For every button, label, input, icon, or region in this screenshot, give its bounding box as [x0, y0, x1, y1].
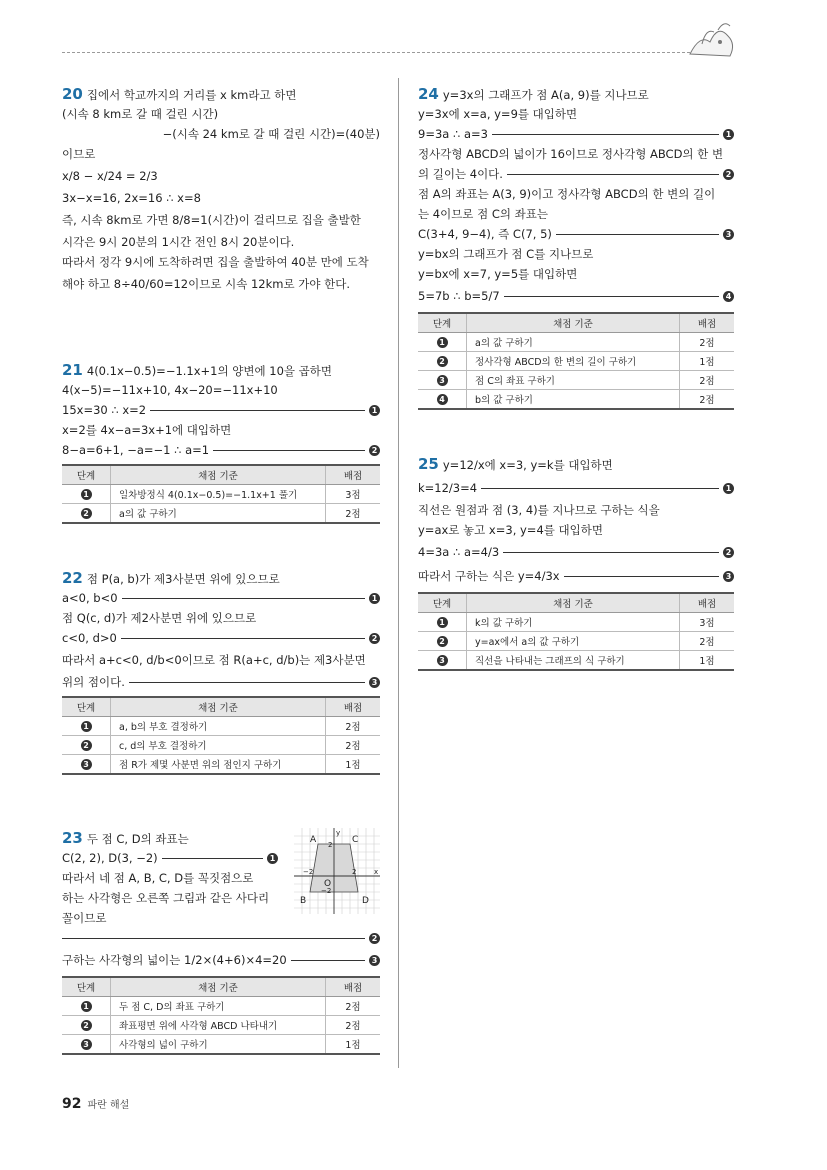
solution-line: 집에서 학교까지의 거리를 x km라고 하면 [86, 88, 297, 102]
leader-line [564, 576, 719, 577]
step-badge: 2 [81, 508, 92, 519]
solution-line: y=bx의 그래프가 점 C를 지나므로 [418, 247, 594, 261]
leader-line [129, 682, 365, 683]
solution-line: a<0, b<0 [62, 591, 118, 605]
point-d-label: D [362, 896, 369, 906]
solution-line: 따라서 정각 9시에 도착하려면 집을 출발하여 40분 만에 도착 [62, 255, 369, 269]
solution-line: 는 4이므로 점 C의 좌표는 [418, 207, 548, 221]
solution-line: 꼴이므로 [62, 911, 107, 925]
leader-line [162, 858, 263, 859]
step-badge: 1 [723, 129, 734, 140]
criteria-cell: 좌표평면 위에 사각형 ABCD 나타내기 [111, 1016, 326, 1035]
solution-line: c<0, d>0 [62, 631, 117, 645]
solution-line: 점 A의 좌표는 A(3, 9)이고 정사각형 ABCD의 한 변의 길이 [418, 187, 716, 201]
problem-number: 25 [418, 455, 439, 473]
leader-line [556, 234, 719, 235]
criteria-cell: 사각형의 넓이 구하기 [111, 1035, 326, 1055]
origin-label: O [324, 879, 332, 889]
solution-line: 해야 하고 8÷40/60=12이므로 시속 12km로 가야 한다. [62, 277, 350, 291]
problem-number: 22 [62, 569, 83, 587]
solution-line: y=bx에 x=7, y=5를 대입하면 [418, 267, 578, 281]
step-badge: 1 [81, 489, 92, 500]
solution-line: 9=3a ∴ a=3 [418, 127, 488, 141]
step-badge: 1 [437, 617, 448, 628]
y-axis-label: y [336, 829, 341, 837]
col-criteria: 채점 기준 [467, 593, 680, 613]
table-row [62, 997, 380, 1016]
score-cell: 2점 [680, 371, 735, 390]
solution-line: C(2, 2), D(3, −2) [62, 851, 158, 865]
step-badge: 2 [81, 740, 92, 751]
col-score: 배점 [326, 697, 381, 717]
score-cell: 2점 [326, 504, 381, 524]
step-badge: 3 [437, 375, 448, 386]
criteria-cell: 직선을 나타내는 그래프의 식 구하기 [467, 651, 680, 671]
solution-line: y=3x에 x=a, y=9를 대입하면 [418, 107, 578, 121]
mascot-icon [680, 14, 740, 64]
step-badge: 2 [369, 633, 380, 644]
solution-line: 4(x−5)=−11x+10, 4x−20=−11x+10 [62, 383, 278, 397]
tick-label: 2 [352, 868, 357, 876]
solution-line: 즉, 시속 8km로 가면 8/8=1(시간)이 걸리므로 집을 출발한 [62, 213, 361, 227]
score-cell: 2점 [326, 1016, 381, 1035]
score-cell: 3점 [680, 613, 735, 632]
solution-line: y=12/x에 x=3, y=k를 대입하면 [442, 458, 613, 472]
leader-line [62, 938, 365, 939]
criteria-cell: b의 값 구하기 [467, 390, 680, 410]
leader-line [492, 134, 719, 135]
criteria-cell: 점 C의 좌표 구하기 [467, 371, 680, 390]
table-row [62, 717, 380, 736]
table-row [62, 1016, 380, 1035]
score-cell: 2점 [680, 390, 735, 410]
col-step: 단계 [62, 465, 111, 485]
col-score: 배점 [680, 593, 735, 613]
col-score: 배점 [326, 977, 381, 997]
step-badge: 3 [81, 1039, 92, 1050]
step-badge: 1 [369, 593, 380, 604]
solution-line: 따라서 a+c<0, d/b<0이므로 점 R(a+c, d/b)는 제3사분면 [62, 653, 366, 667]
table-row [418, 333, 734, 352]
solution-line: 점 P(a, b)가 제3사분면 위에 있으므로 [86, 572, 280, 586]
solution-line: C(3+4, 9−4), 즉 C(7, 5) [418, 227, 552, 241]
grading-table [62, 464, 380, 524]
col-step: 단계 [418, 593, 467, 613]
step-badge: 1 [437, 337, 448, 348]
leader-line [213, 450, 365, 451]
problem-number: 23 [62, 829, 83, 847]
table-row [62, 736, 380, 755]
table-row [418, 632, 734, 651]
step-badge: 1 [723, 483, 734, 494]
table-row [62, 485, 380, 504]
leader-line [291, 960, 365, 961]
table-row [418, 390, 734, 410]
criteria-cell: c, d의 부호 결정하기 [111, 736, 326, 755]
header-rule [62, 52, 730, 53]
leader-line [504, 296, 719, 297]
solution-line: 두 점 C, D의 좌표는 [86, 832, 189, 846]
point-c-label: C [352, 835, 359, 845]
grading-table [62, 696, 380, 775]
problem-24 [418, 84, 734, 410]
grading-table [62, 976, 380, 1055]
col-step: 단계 [418, 313, 467, 333]
solution-line: 점 Q(c, d)가 제2사분면 위에 있으므로 [62, 611, 257, 625]
solution-line: 8−a=6+1, −a=−1 ∴ a=1 [62, 443, 210, 457]
score-cell: 1점 [326, 1035, 381, 1055]
col-criteria: 채점 기준 [467, 313, 680, 333]
criteria-cell: a의 값 구하기 [467, 333, 680, 352]
table-row [62, 755, 380, 775]
problem-25 [418, 452, 734, 671]
table-row [418, 371, 734, 390]
grading-table [418, 592, 734, 671]
solution-line: x=2를 4x−a=3x+1에 대입하면 [62, 423, 232, 437]
leader-line [507, 174, 719, 175]
step-badge: 3 [81, 759, 92, 770]
score-cell: 1점 [326, 755, 381, 775]
leader-line [122, 598, 365, 599]
problem-number: 21 [62, 361, 83, 379]
leader-line [150, 410, 365, 411]
step-badge: 2 [369, 445, 380, 456]
page-label: 파란 해설 [87, 1100, 130, 1111]
solution-line: 구하는 사각형의 넓이는 1/2×(4+6)×4=20 [62, 953, 287, 967]
criteria-cell: y=ax에서 a의 값 구하기 [467, 632, 680, 651]
tick-label: −2 [321, 887, 332, 895]
step-badge: 4 [437, 394, 448, 405]
column-divider [398, 78, 399, 1068]
criteria-cell: 두 점 C, D의 좌표 구하기 [111, 997, 326, 1016]
solution-line: 따라서 네 점 A, B, C, D를 꼭짓점으로 [62, 871, 254, 885]
x-axis-label: x [374, 868, 379, 876]
table-row [418, 651, 734, 671]
score-cell: 2점 [680, 333, 735, 352]
coordinate-graph [294, 828, 380, 914]
point-b-label: B [300, 896, 307, 906]
solution-line: 하는 사각형은 오른쪽 그림과 같은 사다리 [62, 891, 270, 905]
col-score: 배점 [326, 465, 381, 485]
score-cell: 2점 [680, 632, 735, 651]
step-badge: 1 [267, 853, 278, 864]
score-cell: 3점 [326, 485, 381, 504]
criteria-cell: 점 R가 제몇 사분면 위의 점인지 구하기 [111, 755, 326, 775]
solution-line: 4(0.1x−0.5)=−1.1x+1의 양변에 10을 곱하면 [86, 364, 332, 378]
col-step: 단계 [62, 977, 111, 997]
solution-line: −(시속 24 km로 갈 때 걸린 시간)=(40분) [162, 127, 380, 141]
leader-line [503, 552, 719, 553]
solution-line: 시각은 9시 20분의 1시간 전인 8시 20분이다. [62, 235, 295, 249]
table-row [418, 352, 734, 371]
score-cell: 1점 [680, 352, 735, 371]
solution-line: 3x−x=16, 2x=16 ∴ x=8 [62, 191, 201, 205]
solution-line: x/8 − x/24 = 2/3 [62, 169, 158, 183]
grading-table [418, 312, 734, 410]
solution-line: 정사각형 ABCD의 넓이가 16이므로 정사각형 ABCD의 한 변 [418, 147, 724, 161]
criteria-cell: 정사각형 ABCD의 한 변의 길이 구하기 [467, 352, 680, 371]
step-badge: 1 [81, 1001, 92, 1012]
step-badge: 3 [723, 571, 734, 582]
leader-line [121, 638, 365, 639]
step-badge: 3 [369, 677, 380, 688]
page-number: 92 [62, 1096, 82, 1112]
table-row [418, 613, 734, 632]
step-badge: 2 [369, 933, 380, 944]
point-a-label: A [310, 835, 317, 845]
solution-line: 따라서 구하는 식은 y=4/3x [418, 569, 560, 583]
criteria-cell: a의 값 구하기 [111, 504, 326, 524]
score-cell: 2점 [326, 997, 381, 1016]
solution-line: y=3x의 그래프가 점 A(a, 9)를 지나므로 [442, 88, 649, 102]
col-criteria: 채점 기준 [111, 465, 326, 485]
solution-line: y=ax로 놓고 x=3, y=4를 대입하면 [418, 523, 603, 537]
step-badge: 1 [369, 405, 380, 416]
step-badge: 3 [437, 655, 448, 666]
step-badge: 2 [437, 356, 448, 367]
score-cell: 2점 [326, 736, 381, 755]
step-badge: 2 [723, 547, 734, 558]
step-badge: 2 [723, 169, 734, 180]
leader-line [481, 488, 719, 489]
col-score: 배점 [680, 313, 735, 333]
solution-line: 5=7b ∴ b=5/7 [418, 289, 500, 303]
solution-line: (시속 8 km로 갈 때 걸린 시간) [62, 107, 219, 121]
problem-number: 20 [62, 85, 83, 103]
problem-21 [62, 360, 380, 524]
col-criteria: 채점 기준 [111, 977, 326, 997]
score-cell: 2점 [326, 717, 381, 736]
tick-label: −2 [303, 868, 314, 876]
criteria-cell: 일차방정식 4(0.1x−0.5)=−1.1x+1 풀기 [111, 485, 326, 504]
step-badge: 3 [369, 955, 380, 966]
criteria-cell: k의 값 구하기 [467, 613, 680, 632]
step-badge: 4 [723, 291, 734, 302]
solution-line: 의 길이는 4이다. [418, 167, 503, 181]
solution-line: 이므로 [62, 147, 96, 161]
step-badge: 3 [723, 229, 734, 240]
step-badge: 2 [81, 1020, 92, 1031]
problem-23 [62, 828, 380, 1055]
problem-number: 24 [418, 85, 439, 103]
col-criteria: 채점 기준 [111, 697, 326, 717]
page-footer [62, 1096, 129, 1112]
table-row [62, 504, 380, 524]
step-badge: 1 [81, 721, 92, 732]
col-step: 단계 [62, 697, 111, 717]
score-cell: 1점 [680, 651, 735, 671]
step-badge: 2 [437, 636, 448, 647]
solution-line: k=12/3=4 [418, 481, 478, 495]
solution-line: 15x=30 ∴ x=2 [62, 403, 147, 417]
solution-line: 위의 점이다. [62, 675, 125, 689]
criteria-cell: a, b의 부호 결정하기 [111, 717, 326, 736]
tick-label: 2 [328, 841, 333, 849]
problem-20 [62, 84, 380, 296]
solution-line: 직선은 원점과 점 (3, 4)를 지나므로 구하는 식을 [418, 503, 660, 517]
table-row [62, 1035, 380, 1055]
problem-22 [62, 568, 380, 775]
solution-line: 4=3a ∴ a=4/3 [418, 545, 500, 559]
